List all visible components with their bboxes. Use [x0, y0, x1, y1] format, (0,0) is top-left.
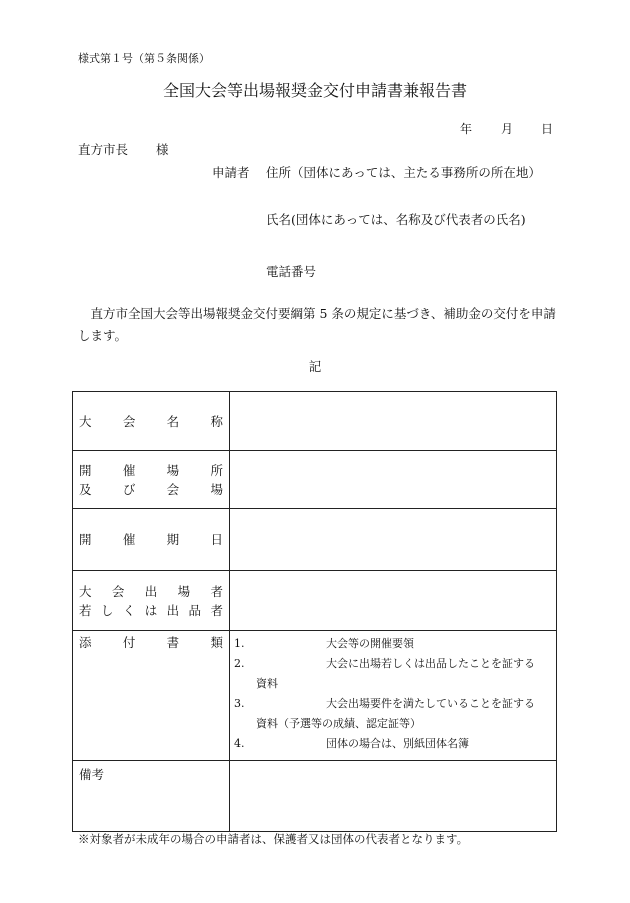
- applicant-name-label: 氏名(団体にあっては、名称及び代表者の氏名): [266, 212, 526, 227]
- date-year: 年: [460, 122, 473, 136]
- list-item: [234, 734, 550, 754]
- venue-field[interactable]: [230, 451, 557, 509]
- table-row-attachments: [73, 631, 557, 761]
- table-row-venue: [73, 451, 557, 509]
- ki-heading: 記: [308, 359, 322, 374]
- addressee-name: 直方市長: [78, 142, 129, 157]
- label-line: 大 会 名 称: [79, 413, 223, 429]
- attachments-list: [230, 631, 557, 761]
- attachment-text: 大会に出場若しくは出品したことを証する: [326, 657, 535, 670]
- label-attachments: [73, 631, 230, 761]
- list-item: [234, 654, 550, 694]
- application-table: [72, 391, 557, 832]
- attachment-text-cont: 資料（予選等の成績、認定証等）: [256, 717, 421, 730]
- attachment-number: 3.: [234, 697, 245, 710]
- table-row-remarks: [73, 761, 557, 832]
- form-number: 様式第１号（第５条関係）: [78, 52, 210, 65]
- remarks-field[interactable]: [230, 761, 557, 832]
- application-statement: 直方市全国大会等出場報奨金交付要綱第 5 条の規定に基づき、補助金の交付を申請します。: [78, 306, 556, 343]
- document-title: 全国大会等出場報奨金交付申請書兼報告書: [162, 81, 467, 100]
- label-tournament-name: [73, 392, 230, 451]
- label-period: [73, 509, 230, 571]
- label-line: 開 催 場 所: [79, 462, 223, 478]
- addressee: [78, 140, 169, 158]
- tournament-name-field[interactable]: [230, 392, 557, 451]
- participant-field[interactable]: [230, 571, 557, 631]
- label-remarks: [73, 761, 230, 832]
- label-venue: [73, 451, 230, 509]
- label-line: 及 び 会 場: [79, 481, 223, 497]
- date-day: 日: [541, 122, 554, 136]
- applicant-address-label: 住所（団体にあっては、主たる事務所の所在地）: [266, 165, 541, 180]
- label-line: 大 会 出 場 者: [79, 583, 223, 599]
- attachment-text-cont: 資料: [256, 677, 278, 690]
- table-row-participant: [73, 571, 557, 631]
- attachment-number: 2.: [234, 657, 245, 670]
- table-row-period: [73, 509, 557, 571]
- period-field[interactable]: [230, 509, 557, 571]
- label-participant: [73, 571, 230, 631]
- footnote: ※対象者が未成年の場合の申請者は、保護者又は団体の代表者となります。: [78, 832, 469, 846]
- label-line: 開 催 期 日: [79, 532, 223, 547]
- list-item: [234, 634, 550, 654]
- date-month: 月: [501, 122, 514, 136]
- attachment-text: 団体の場合は、別紙団体名簿: [326, 737, 469, 750]
- list-item: [234, 694, 550, 734]
- addressee-honorific: 様: [156, 142, 169, 157]
- applicant-label: 申請者: [212, 165, 250, 180]
- label-line: 添 付 書 類: [79, 635, 223, 650]
- attachment-number: 4.: [234, 737, 245, 750]
- attachment-text: 大会等の開催要領: [326, 637, 414, 650]
- label-line: 若 し く は 出 品 者: [79, 602, 223, 618]
- remarks-label: 備考: [79, 767, 105, 782]
- applicant-phone-label: 電話番号: [266, 264, 317, 279]
- table-row-tournament-name: [73, 392, 557, 451]
- attachment-number: 1.: [234, 637, 245, 650]
- attachment-text: 大会出場要件を満たしていることを証する: [326, 697, 535, 710]
